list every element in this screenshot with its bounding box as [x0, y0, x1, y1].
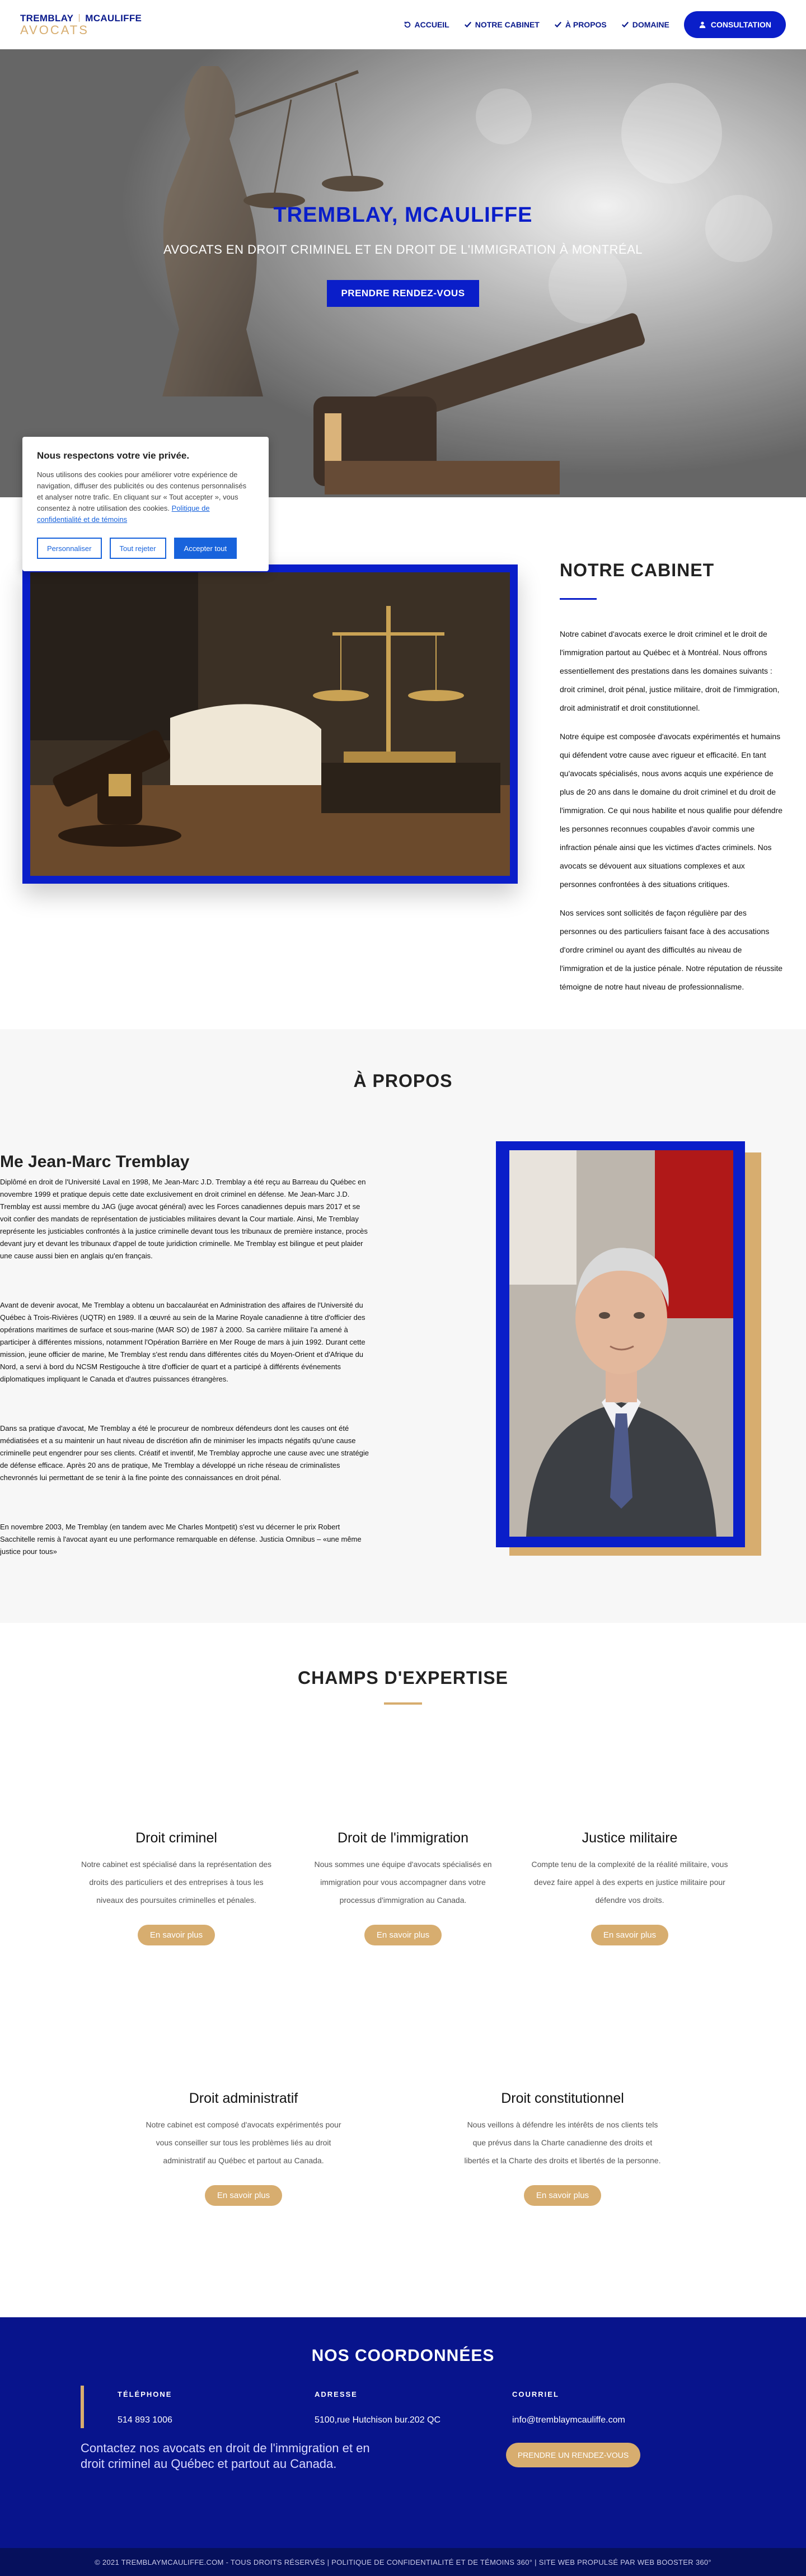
apropos-section — [0, 1029, 806, 1623]
hero-subtitle: AVOCATS EN DROIT CRIMINEL ET EN DROIT DE L'IMMIGRATION À MONTRÉAL — [163, 242, 643, 256]
expertise-card-administratif — [143, 2090, 344, 2206]
card-title: Justice militaire — [582, 1830, 678, 1846]
contact-text: Contactez nos avocats en droit de l'immigration et en droit criminel au Québec et partout au Canada. — [81, 2441, 370, 2471]
card-title: Droit de l'immigration — [337, 1830, 468, 1846]
cookie-accept-button[interactable]: Accepter tout — [174, 538, 237, 559]
contact-accent-bar — [81, 2386, 84, 2428]
user-icon — [699, 21, 706, 29]
expertise-section — [0, 1623, 806, 2306]
lawyer-portrait — [509, 1150, 733, 1537]
hero-appointment-button[interactable]: PRENDRE RENDEZ-VOUS — [327, 280, 479, 307]
cabinet-image-frame — [22, 564, 518, 884]
nav-item-apropos[interactable]: À PROPOS — [554, 20, 607, 29]
apropos-title: À PROPOS — [353, 1071, 453, 1091]
lawyer-name: Me Jean-Marc Tremblay — [0, 1152, 190, 1171]
main-nav — [404, 11, 786, 38]
site-header — [0, 0, 806, 49]
card-title: Droit constitutionnel — [501, 2090, 624, 2106]
learn-more-button[interactable]: En savoir plus — [591, 1925, 668, 1945]
portrait-frame — [496, 1141, 745, 1547]
nav-item-domaine[interactable]: DOMAINE — [621, 20, 669, 29]
cabinet-text: Notre cabinet d'avocats exerce le droit criminel et le droit de l'immigration partout au Québec et à Montréal. Nous offrons essentiellement des prestations dans les domaines suivants : droit criminel, droit pénal, justice militaire, droit de l'immigration, droit administratif et droit constitutionnel. Notre équipe est composée d'avocats expérimentés et humains qui défendent votre cause avec rigueur et efficacité. En tant qu'avocats spécialisés, nous avons acquis une expérience de plus de 20 ans dans le domaine du droit criminel et du droit de l'immigration. Ce qui nous habilite et nous qualifie pour défendre les personnes reconnues coupables d'avoir commis une infraction pénale ainsi que les victimes d'actes criminels. Nos avocats se dévouent aux situations complexes et aux personnes confrontées à des situations critiques. Nos services sont sollicités de façon régulière par des personnes ou des particuliers faisant face à des accusations d'ordre criminel ou ayant des difficultés au niveau de l'immigration et de la justice pénale. Notre réputation de réussite témoigne de notre haut niveau de professionnalisme. — [560, 629, 783, 991]
cabinet-title: NOTRE CABINET — [560, 560, 715, 580]
hero-title: TREMBLAY, MCAULIFFE — [273, 203, 533, 227]
logo[interactable] — [20, 13, 142, 36]
card-text: Notre cabinet est composé d'avocats expérimentés pour vous conseiller sur tous les problèmes liés au droit administratif au Québec et partout au Canada. — [146, 2120, 341, 2165]
cabinet-image — [30, 572, 510, 876]
cabinet-title-underline — [560, 598, 597, 600]
expertise-card-militaire — [529, 1830, 730, 1945]
card-title: Droit administratif — [189, 2090, 298, 2106]
contact-appointment-button[interactable]: PRENDRE UN RENDEZ-VOUS — [506, 2443, 640, 2467]
cookie-text: Nous utilisons des cookies pour améliorer votre expérience de navigation, diffuser des publicités ou des contenus personnalisés et analyser notre trafic. En cliquant sur « Tout accepter », vous consentez à notre utilisation des cookies. Politique de confidentialité et de témoins — [37, 470, 247, 524]
learn-more-button[interactable]: En savoir plus — [524, 2185, 601, 2206]
email-link[interactable]: info@tremblaymcauliffe.com — [512, 2415, 625, 2425]
logo-name-right: MCAULIFFE — [85, 12, 142, 24]
check-icon — [621, 21, 629, 29]
nav-item-cabinet[interactable]: NOTRE CABINET — [464, 20, 540, 29]
gavel-scales-image — [30, 572, 510, 876]
card-text: Notre cabinet est spécialisé dans la représentation des droits des particuliers et des entreprises à tous les niveaux des poursuites criminelles et pénales. — [81, 1860, 272, 1905]
portrait-image — [509, 1150, 733, 1537]
card-title: Droit criminel — [135, 1830, 217, 1846]
logo-tagline: AVOCATS — [20, 22, 89, 37]
expertise-title: CHAMPS D'EXPERTISE — [298, 1668, 508, 1688]
cookie-customize-button[interactable]: Personnaliser — [37, 538, 102, 559]
card-text: Compte tenu de la complexité de la réalité militaire, vous devez faire appel à des experts en justice militaire pour défendre vos droits. — [531, 1860, 728, 1905]
contact-email: COURRIEL info@tremblaymcauliffe.com — [512, 2390, 625, 2425]
contact-title: NOS COORDONNÉES — [311, 2346, 495, 2365]
expertise-title-underline — [384, 1702, 422, 1705]
refresh-icon — [404, 21, 411, 29]
contact-address: ADRESSE 5100,rue Hutchison bur.202 QC — [315, 2390, 441, 2425]
cabinet-section — [0, 497, 806, 1029]
address-value: 5100,rue Hutchison bur.202 QC — [315, 2415, 441, 2425]
card-text: Nous sommes une équipe d'avocats spécialisés en immigration pour vous accompagner dans votre processus d'immigration au Canada. — [314, 1860, 492, 1905]
learn-more-button[interactable]: En savoir plus — [138, 1925, 215, 1945]
logo-name-left: TREMBLAY — [20, 12, 74, 24]
check-icon — [554, 21, 562, 29]
hero-section — [0, 49, 806, 497]
expertise-card-immigration — [302, 1830, 504, 1945]
site-footer — [0, 2548, 806, 2576]
expertise-card-criminel — [76, 1830, 277, 1945]
contact-phone: TÉLÉPHONE 514 893 1006 — [118, 2390, 172, 2425]
cookie-reject-button[interactable]: Tout rejeter — [110, 538, 166, 559]
apropos-text: Diplômé en droit de l'Université Laval en 1998, Me Jean-Marc J.D. Tremblay a été reçu au Barreau du Québec en novembre 1999 et pratique depuis cette date exclusivement en droit criminel en défense. Me Jean-Marc J.D. Tremblay est aussi membre du JAG (juge avocat général) avec les Forces canadiennes depuis mars 2017 et se voit confier des mandats de représentation de justiciables militaires devant la Cour martiale. Ainsi, Me Tremblay représente les justiciables confrontés à la justice criminelle devant tous les tribunaux de première instance, procès devant jury et devant les tribunaux d'appel de toute juridiction criminelle. Me Tremblay est bilingue et peut plaider une cause aussi bien en anglais qu'en français. Avant de devenir avocat, Me Tremblay a obtenu un baccalauréat en Administration des affaires de l'Université du Québec à Trois-Rivières (UQTR) en 1989. Il a œuvré au sein de la Marine Royale canadienne à titre d'officier des opérations maritimes de surface et sous-marine (MAR SO) de 1987 à 2000. Sa carrière militaire l'a amené à participer à différentes missions, notamment l'Opération Barrière en Mer Rouge de mars à juin 1992. Durant cette mission, jeune officier de marine, Me Tremblay s'est rendu dans différentes cités du Moyen-Orient et d'Afrique du Nord, a servi à bord du NCSM Restigouche à titre d'officier de quart et a participé à différents événements diplomatiques impliquant le Canada et d'autres puissances étrangères. Dans sa pratique d'avocat, Me Tremblay a été le procureur de nombreux défendeurs dont les causes ont été médiatisées et a su maintenir un haut niveau de discrétion afin de minimiser les impacts négatifs qu'une cause criminelle peut engendrer pour ses clients. Créatif et inventif, Me Tremblay approche une cause avec une stratégie de défense efficace. Après 20 ans de pratique, Me Tremblay a développé un riche réseau de criminalistes chevronnés lui permettant de se tenir à la fine pointe des connaissances en droit pénal. En novembre 2003, Me Tremblay (en tandem avec Me Charles Montpetit) s'est vu décerner le prix Robert Sacchitelle remis à l'avocat ayant eu une performance remarquable en défense. Justicia Omnibus – «une même justice pour tous» — [0, 1178, 369, 1556]
expertise-card-constitutionnel — [462, 2090, 663, 2206]
cookie-title: Nous respectons votre vie privée. — [37, 450, 190, 461]
privacy-policy-link[interactable]: Politique de confidentialité et de témoins — [37, 504, 210, 524]
phone-number[interactable]: 514 893 1006 — [118, 2415, 172, 2425]
consultation-button[interactable]: CONSULTATION — [684, 11, 786, 38]
check-icon — [464, 21, 472, 29]
card-text: Nous veillons à défendre les intérêts de nos clients tels que prévus dans la Charte canadienne des droits et libertés et la Charte des droits et libertés de la personne. — [464, 2120, 661, 2165]
learn-more-button[interactable]: En savoir plus — [364, 1925, 442, 1945]
learn-more-button[interactable]: En savoir plus — [205, 2185, 282, 2206]
nav-item-accueil[interactable]: ACCUEIL — [404, 20, 449, 29]
cookie-banner — [22, 437, 269, 571]
contact-section — [0, 2317, 806, 2548]
footer-text: © 2021 TREMBLAYMCAULIFFE.COM - TOUS DROITS RÉSERVÉS | POLITIQUE DE CONFIDENTIALITÉ ET DE TÉMOINS 360° | SITE WEB PROPULSÉ PAR WEB BOOSTER 360° — [95, 2558, 711, 2566]
